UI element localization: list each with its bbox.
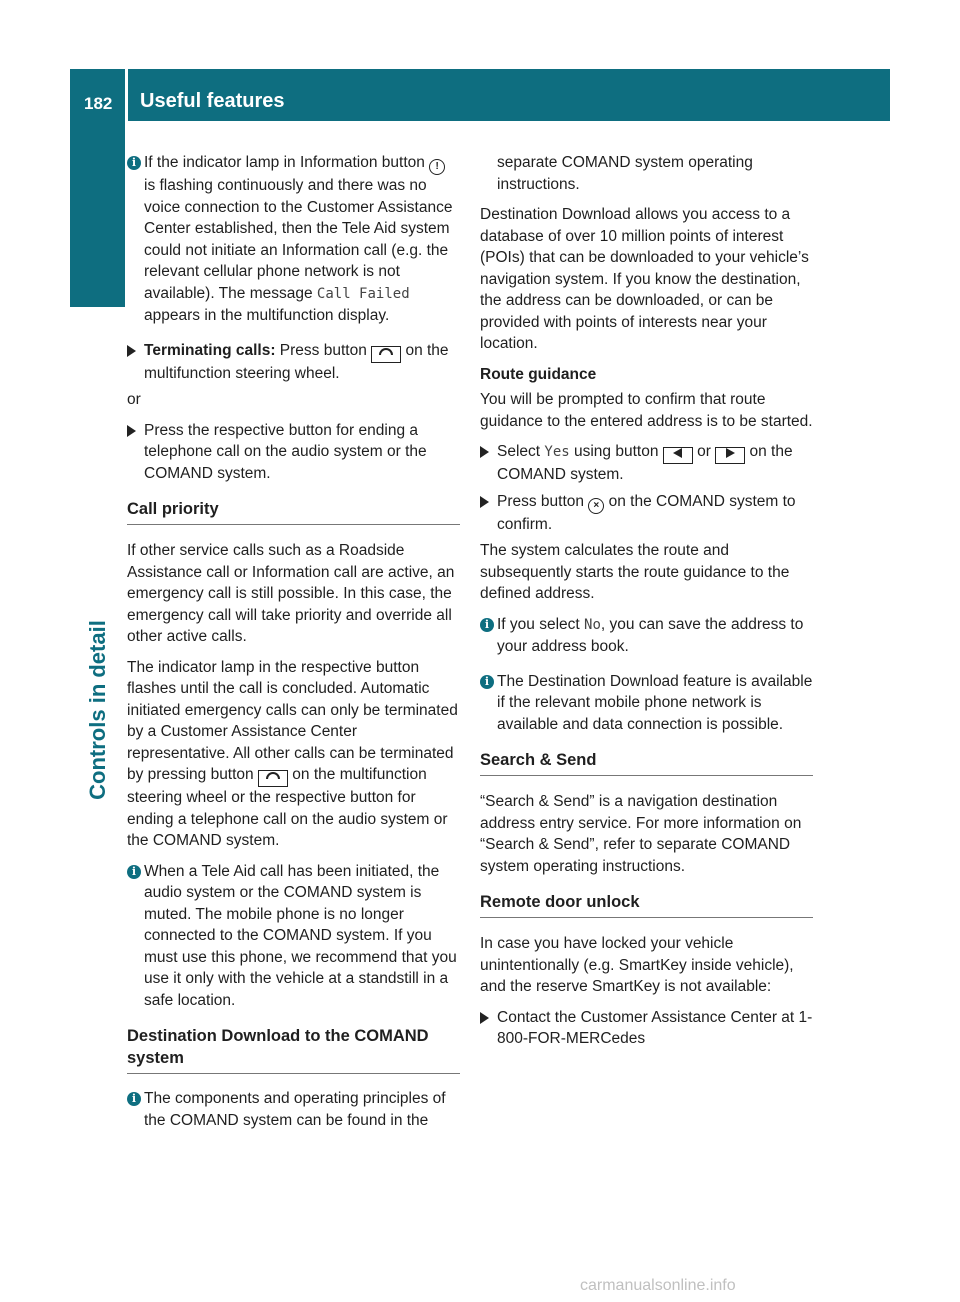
side-tab xyxy=(64,510,132,910)
subheading-route-guidance: Route guidance xyxy=(480,365,597,383)
step-arrow-icon xyxy=(480,1012,489,1024)
info-note: i When a Tele Aid call has been initiated, the audio system or the COMAND system is muted. The mobile phone is no longer connected to the COMAND system. If you must use this phone, we recommend that you use it only with the vehicle at a standstill in a safe location. xyxy=(127,861,460,1012)
side-tab-block xyxy=(70,121,125,307)
paragraph: In case you have locked your vehicle unintentionally (e.g. SmartKey inside vehicle), and the reserve SmartKey is not available: xyxy=(480,935,794,995)
left-column xyxy=(127,152,460,1144)
info-icon: i xyxy=(480,618,494,632)
info-note: i The components and operating principles of the COMAND system can be found in the xyxy=(127,1088,460,1131)
paragraph: The indicator lamp in the respective button flashes until the call is concluded. Automatic initiated emergency calls can only be terminated by a Customer Assistance Center representative. All other calls can be terminated by pressing button on the multifunction steering wheel or the respective button for ending a telephone call on the audio system or the COMAND system. xyxy=(127,658,458,849)
or-text: or xyxy=(127,391,141,408)
info-note: i If you select No, you can save the address to your address book. xyxy=(480,614,813,658)
side-tab-label: Controls in detail xyxy=(85,620,110,800)
info-icon: i xyxy=(127,1092,141,1106)
step-arrow-icon xyxy=(480,496,489,508)
display-option-yes: Yes xyxy=(544,444,570,460)
step-arrow-icon xyxy=(480,446,489,458)
heading-destination-download: Destination Download to the COMAND system xyxy=(127,1025,460,1074)
instruction-step: Terminating calls: Press button on the multifunction steering wheel. xyxy=(127,340,460,385)
note-continuation: separate COMAND system operating instructions. xyxy=(497,154,753,193)
instruction-step: Select Yes using button or on the COMAND system. xyxy=(480,441,813,486)
step-arrow-icon xyxy=(127,345,136,357)
heading-search-send: Search & Send xyxy=(480,749,813,776)
page-number: 182 xyxy=(84,94,113,113)
left-button-icon xyxy=(663,447,693,464)
info-note: i If the indicator lamp in Information button ! is flashing continuously and there was no voice connection to the Customer Assistance Center established, then the Tele Aid system could not initiate an Information call (e.g. the relevant cellular phone network is not available). The message Call Failed appears in the multifunction display. xyxy=(127,152,460,327)
page-header xyxy=(70,69,890,121)
right-column xyxy=(480,152,813,1055)
info-icon: i xyxy=(127,156,141,170)
paragraph: “Search & Send” is a navigation destination address entry service. For more information on “Search & Send”, refer to separate COMAND system operating instructions. xyxy=(480,793,802,875)
display-option-no: No xyxy=(584,616,601,633)
information-button-icon: ! xyxy=(429,159,445,175)
paragraph: The system calculates the route and subsequently starts the route guidance to the defined address. xyxy=(480,542,790,602)
paragraph: You will be prompted to confirm that route guidance to the entered address is to be started. xyxy=(480,391,813,430)
end-call-button-icon xyxy=(371,346,401,363)
watermark: carmanualsonline.info xyxy=(580,1277,736,1294)
info-icon: i xyxy=(480,675,494,689)
display-message: Call Failed xyxy=(316,285,410,302)
paragraph: Destination Download allows you access to a database of over 10 million points of interest (POIs) that can be downloaded to your vehicle’s navigation system. If you know the destination, the address can be downloaded, or can be provided with points of interests near your location. xyxy=(480,206,809,352)
heading-call-priority: Call priority xyxy=(127,498,460,525)
instruction-step: Press button × on the COMAND system to confirm. xyxy=(480,491,813,536)
info-note: i The Destination Download feature is available if the relevant mobile phone network is available and data connection is possible. xyxy=(480,671,813,736)
instruction-step: Press the respective button for ending a telephone call on the audio system or the COMAND system. xyxy=(127,420,460,485)
end-call-button-icon xyxy=(258,770,288,787)
section-title: Useful features xyxy=(140,90,285,112)
header-divider xyxy=(125,69,128,121)
paragraph: If other service calls such as a Roadside Assistance call or Information call are active, an emergency call is still possible. In this case, the emergency call will take priority and override all other active calls. xyxy=(127,542,455,645)
right-button-icon xyxy=(715,447,745,464)
step-arrow-icon xyxy=(127,425,136,437)
info-icon: i xyxy=(127,865,141,879)
heading-remote-door-unlock: Remote door unlock xyxy=(480,891,813,918)
instruction-step: Contact the Customer Assistance Center at 1-800-FOR-MERCedes xyxy=(480,1007,813,1050)
ok-button-icon: × xyxy=(588,498,604,514)
